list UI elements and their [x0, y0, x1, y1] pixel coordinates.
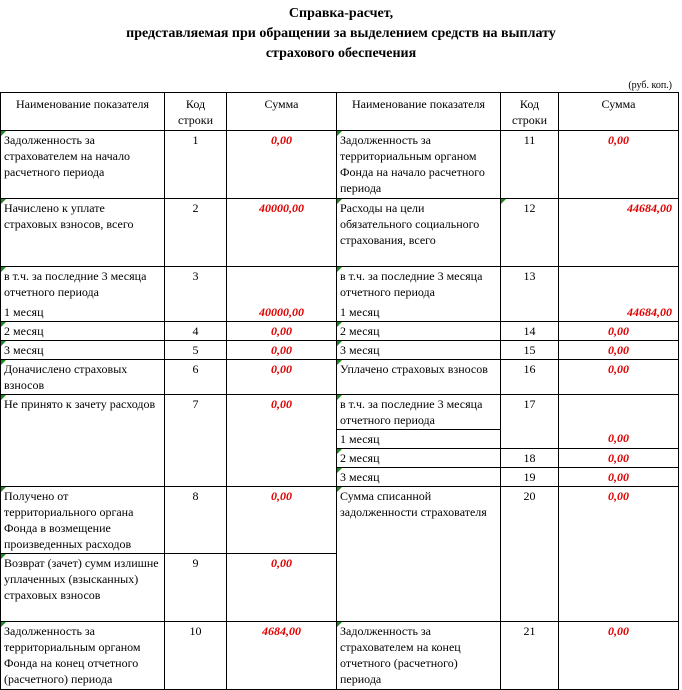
- doc-subtitle-2: страхового обеспечения: [265, 46, 417, 61]
- code-row-17: 17: [501, 394, 559, 429]
- sum-row-3: [227, 267, 337, 303]
- code-row-13: 13: [501, 267, 559, 303]
- sum-row-3-m1: 40000,00: [227, 303, 337, 322]
- table-row: [1, 199, 679, 267]
- table-row: [1, 340, 679, 359]
- label-row-18: 2 месяц: [337, 448, 501, 467]
- sum-row-4: 0,00: [227, 321, 337, 340]
- label-row-15: 3 месяц: [337, 340, 501, 359]
- label-row-16: Уплачено страховых взносов: [337, 359, 501, 394]
- sum-row-13: [559, 267, 679, 303]
- header-name-right: Наименование показателя: [337, 93, 501, 131]
- code-row-21: 21: [501, 621, 559, 689]
- doc-title: Справка-расчет,: [288, 6, 394, 21]
- table-row: [1, 394, 679, 429]
- table-row: [1, 621, 679, 689]
- label-row-17: в т.ч. за последние 3 месяца отчетного периода: [337, 394, 501, 429]
- table-row: [1, 303, 679, 322]
- marker-icon: [337, 360, 342, 365]
- code-row-3: 3: [165, 267, 227, 303]
- label-row-17-m1: 1 месяц: [337, 429, 501, 448]
- code-row-17-m1: [501, 429, 559, 448]
- marker-icon: [1, 267, 6, 272]
- sum-row-9: 0,00: [227, 553, 337, 621]
- marker-icon: [1, 341, 6, 346]
- sum-row-20: 0,00: [559, 486, 679, 621]
- marker-icon: [337, 199, 342, 204]
- code-row-7: 7: [165, 394, 227, 486]
- code-row-8: 8: [165, 486, 227, 553]
- label-row-20: Сумма списанной задолженности страхователя: [337, 486, 501, 621]
- sum-row-10: 4684,00: [227, 621, 337, 689]
- code-row-9: 9: [165, 553, 227, 621]
- header-code-left: Код строки: [165, 93, 227, 131]
- label-row-6: Доначислено страховых взносов: [1, 359, 165, 394]
- code-row-20: 20: [501, 486, 559, 621]
- code-row-19: 19: [501, 467, 559, 486]
- label-row-9: Возврат (зачет) сумм излишне уплаченных (взысканных) страховых взносов: [1, 553, 165, 621]
- sum-row-5: 0,00: [227, 340, 337, 359]
- label-row-11: Задолженность за территориальным органом Фонда на начало расчетного периода: [337, 131, 501, 199]
- sum-row-14: 0,00: [559, 321, 679, 340]
- label-row-5: 3 месяц: [1, 340, 165, 359]
- marker-icon: [337, 622, 342, 627]
- doc-subtitle: представляемая при обращении за выделением средств на выплату: [126, 26, 556, 41]
- marker-icon: [501, 199, 506, 204]
- header-code-right: Код строки: [501, 93, 559, 131]
- code-row-3-m1: [165, 303, 227, 322]
- sum-row-2: 40000,00: [227, 199, 337, 267]
- sum-row-11: 0,00: [559, 131, 679, 199]
- table-row: [1, 486, 679, 553]
- code-row-11: 11: [501, 131, 559, 199]
- marker-icon: [337, 449, 342, 454]
- marker-icon: [1, 131, 6, 136]
- sum-row-17-m1: 0,00: [559, 429, 679, 448]
- code-row-13-m1: [501, 303, 559, 322]
- header-name-left: Наименование показателя: [1, 93, 165, 131]
- code-row-15: 15: [501, 340, 559, 359]
- code-row-5: 5: [165, 340, 227, 359]
- marker-icon: [337, 487, 342, 492]
- code-row-2: 2: [165, 199, 227, 267]
- label-row-8: Получено от территориального органа Фонда в возмещение произведенных расходов: [1, 486, 165, 553]
- label-row-3: в т.ч. за последние 3 месяца отчетного периода: [1, 267, 165, 303]
- label-row-3-m1: 1 месяц: [1, 303, 165, 322]
- marker-icon: [337, 322, 342, 327]
- label-row-1: Задолженность за страхователем на начало расчетного периода: [1, 131, 165, 199]
- marker-icon: [1, 487, 6, 492]
- marker-icon: [1, 199, 6, 204]
- marker-icon: [337, 468, 342, 473]
- label-row-13: в т.ч. за последние 3 месяца отчетного периода: [337, 267, 501, 303]
- sum-row-17: [559, 394, 679, 429]
- sum-row-7: 0,00: [227, 394, 337, 486]
- sum-row-15: 0,00: [559, 340, 679, 359]
- table-row: [1, 131, 679, 199]
- header-sum-left: Сумма: [227, 93, 337, 131]
- unit-note: (руб. коп.): [628, 80, 672, 91]
- code-row-4: 4: [165, 321, 227, 340]
- label-row-13-m1: 1 месяц: [337, 303, 501, 322]
- sum-row-1: 0,00: [227, 131, 337, 199]
- code-row-12: 12: [501, 199, 559, 267]
- label-row-19: 3 месяц: [337, 467, 501, 486]
- sum-row-13-m1: 44684,00: [559, 303, 679, 322]
- code-row-6: 6: [165, 359, 227, 394]
- label-row-12: Расходы на цели обязательного социального страхования, всего: [337, 199, 501, 267]
- sum-row-19: 0,00: [559, 467, 679, 486]
- code-row-10: 10: [165, 621, 227, 689]
- sum-row-12: 44684,00: [559, 199, 679, 267]
- label-row-14: 2 месяц: [337, 321, 501, 340]
- marker-icon: [1, 395, 6, 400]
- label-row-7: Не принято к зачету расходов: [1, 394, 165, 486]
- label-row-10: Задолженность за территориальным органом Фонда на конец отчетного (расчетного) периода: [1, 621, 165, 689]
- header-row: [1, 93, 679, 131]
- marker-icon: [1, 322, 6, 327]
- marker-icon: [337, 267, 342, 272]
- sum-row-21: 0,00: [559, 621, 679, 689]
- marker-icon: [337, 395, 342, 400]
- label-row-21: Задолженность за страхователем на конец отчетного (расчетного) периода: [337, 621, 501, 689]
- marker-icon: [1, 554, 6, 559]
- marker-icon: [337, 341, 342, 346]
- code-row-18: 18: [501, 448, 559, 467]
- table-row: [1, 359, 679, 394]
- code-row-14: 14: [501, 321, 559, 340]
- sum-row-16: 0,00: [559, 359, 679, 394]
- table-row: [1, 321, 679, 340]
- code-row-16: 16: [501, 359, 559, 394]
- sum-row-8: 0,00: [227, 486, 337, 553]
- sum-row-18: 0,00: [559, 448, 679, 467]
- marker-icon: [1, 622, 6, 627]
- header-sum-right: Сумма: [559, 93, 679, 131]
- label-row-4: 2 месяц: [1, 321, 165, 340]
- marker-icon: [1, 360, 6, 365]
- calculation-table: [0, 92, 679, 690]
- sum-row-6: 0,00: [227, 359, 337, 394]
- marker-icon: [337, 131, 342, 136]
- code-row-1: 1: [165, 131, 227, 199]
- label-row-2: Начислено к уплате страховых взносов, всего: [1, 199, 165, 267]
- table-row: [1, 267, 679, 303]
